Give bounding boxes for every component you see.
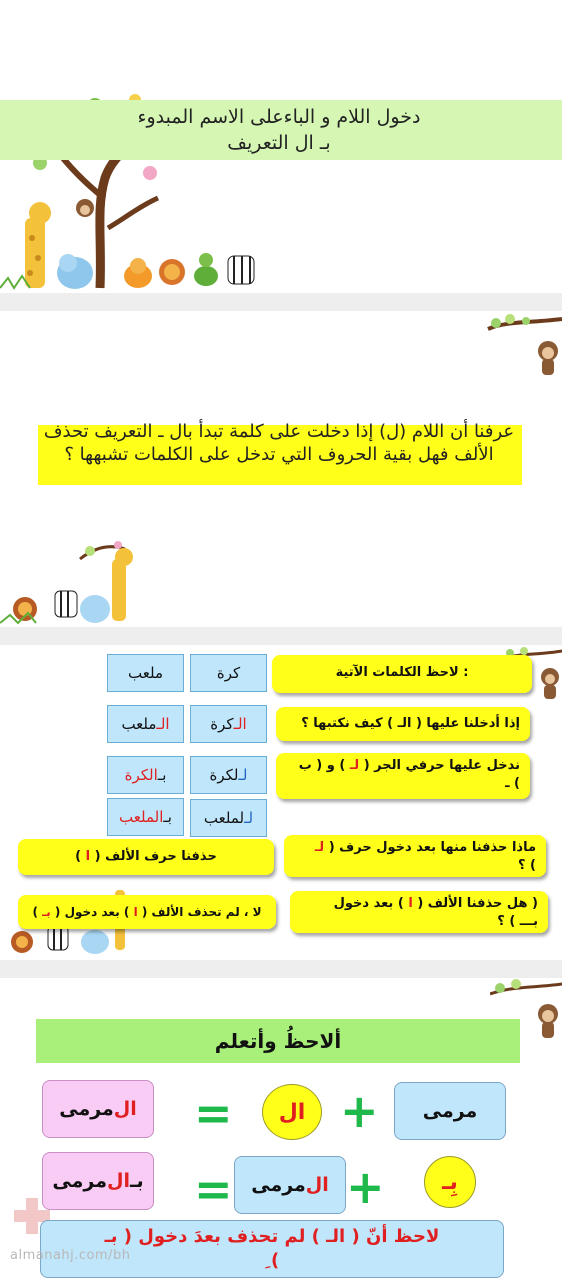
prompt-text: ) ـ: [505, 776, 520, 791]
ba-prefix: بـ: [163, 808, 172, 826]
word-text: كرة: [210, 715, 234, 733]
learn-heading: ألاحظُ وأتعلم: [36, 1019, 520, 1063]
alif-letter: ا: [408, 896, 413, 911]
word-box-ba-alkura: [107, 756, 184, 794]
lam-prefix: لـ: [238, 766, 248, 784]
equals-icon: =: [194, 1162, 233, 1216]
word-text: مرمى: [251, 1174, 306, 1196]
al-circle: [262, 1084, 322, 1140]
animals-illustration: [0, 539, 160, 627]
lam-letter: لـ: [349, 758, 360, 773]
alif-letter: ا: [85, 849, 91, 864]
result-box-bilmarma: [42, 1152, 154, 1210]
answer-alif-not-deleted: [18, 895, 276, 929]
answer-text: حذفنا حرف الألف (: [94, 849, 217, 864]
word-text: الكرة: [124, 766, 158, 784]
ba-prefix: بـ: [129, 1170, 144, 1192]
lam-prefix: لـ: [244, 809, 254, 827]
word-box-kura: كرة: [190, 654, 267, 692]
word-box-marma: مرمى: [394, 1082, 506, 1140]
plus-icon: +: [346, 1160, 385, 1214]
prompt-add-jar: [276, 753, 530, 799]
prompt-text: ماذا حذفنا منها بعد دخول حرف (: [328, 840, 536, 855]
word-text: لملعب: [203, 809, 245, 827]
slide-gap: [0, 293, 562, 311]
slide-3: [0, 645, 562, 960]
prompt-text: ندخل عليها حرفي الجر (: [363, 758, 520, 773]
prompt-text: ( هل حذفنا الألف (: [417, 896, 538, 911]
prompt-text: ) و ( ب: [298, 758, 346, 773]
answer-text: ) بعد دخول (: [54, 905, 130, 919]
ba-prefix: بـ: [157, 766, 167, 784]
prompt-alif-ba: [290, 891, 548, 933]
word-box-al-malab: [107, 705, 184, 743]
watermark-text: almanahj.com/bh: [10, 1248, 131, 1263]
slide-gap: [0, 627, 562, 645]
monkey-branch-icon: [486, 311, 562, 381]
prompt-what-deleted: [284, 835, 546, 877]
note-line-2: ) ِ: [264, 1250, 280, 1271]
question-text: عرفنا أن اللام (ل) إذا دخلت على كلمة تبدأ بال ـ التعريف تحذف الألف فهل بقية الحروف التي تدخل على الكلمات تشبهها ؟: [43, 421, 515, 465]
circle-text: ال: [278, 1099, 306, 1125]
al-prefix: الـ: [233, 715, 247, 733]
word-box-lam-malab: [190, 799, 267, 837]
prompt-observe-words: : لاحظ الكلمات الآتية: [272, 655, 532, 693]
slide-2: [0, 311, 562, 627]
slide-1: [0, 0, 562, 293]
word-text: ملعب: [121, 715, 157, 733]
al-prefix: ال: [113, 1098, 137, 1120]
title-line-2: بـ ال التعريف: [227, 132, 331, 154]
title-line-1: دخول اللام و الباءعلى الاسم المبدوء: [137, 106, 421, 128]
word-box-lam-kura: [190, 756, 267, 794]
prompt-text: بـــ ) ؟: [497, 914, 538, 929]
word-box-ba-almalab: [107, 798, 184, 836]
prompt-text: ) بعد دخول: [333, 896, 404, 911]
al-prefix: ال: [106, 1170, 130, 1192]
ba-circle: [424, 1156, 476, 1208]
al-prefix: الـ: [156, 715, 170, 733]
prompt-add-al: إذا أدخلنا عليها ( الـ ) كيف نكتبها ؟: [276, 707, 530, 741]
slide-gap: [0, 960, 562, 978]
word-text: مرمى: [59, 1098, 114, 1120]
word-text: لكرة: [209, 766, 239, 784]
word-text: الملعب: [119, 808, 164, 826]
word-box-malab: ملعب: [107, 654, 184, 692]
word-box-almarma: [234, 1156, 346, 1214]
slide-1-title: [114, 104, 444, 156]
al-prefix: ال: [305, 1174, 329, 1196]
word-text: مرمى: [52, 1170, 107, 1192]
alif-letter: ا: [133, 905, 138, 919]
answer-text: ): [32, 905, 38, 919]
note-line-1: لاحظ أنّ ( الـ ) لم تحذف بعدَ دخول ( بـ: [104, 1226, 440, 1247]
plus-icon: +: [340, 1084, 379, 1138]
answer-text: ): [75, 849, 82, 864]
circle-text: بِـ: [442, 1169, 458, 1195]
lam-letter: لـ: [314, 840, 325, 855]
word-box-al-kura: [190, 705, 267, 743]
ba-letter: بـ: [42, 905, 51, 919]
answer-alif-deleted: [18, 839, 274, 875]
result-box-almarma: [42, 1080, 154, 1138]
prompt-text: ) ؟: [517, 858, 536, 873]
equals-icon: =: [194, 1086, 233, 1140]
answer-text: لا ، لم تحذف الألف (: [141, 905, 262, 919]
